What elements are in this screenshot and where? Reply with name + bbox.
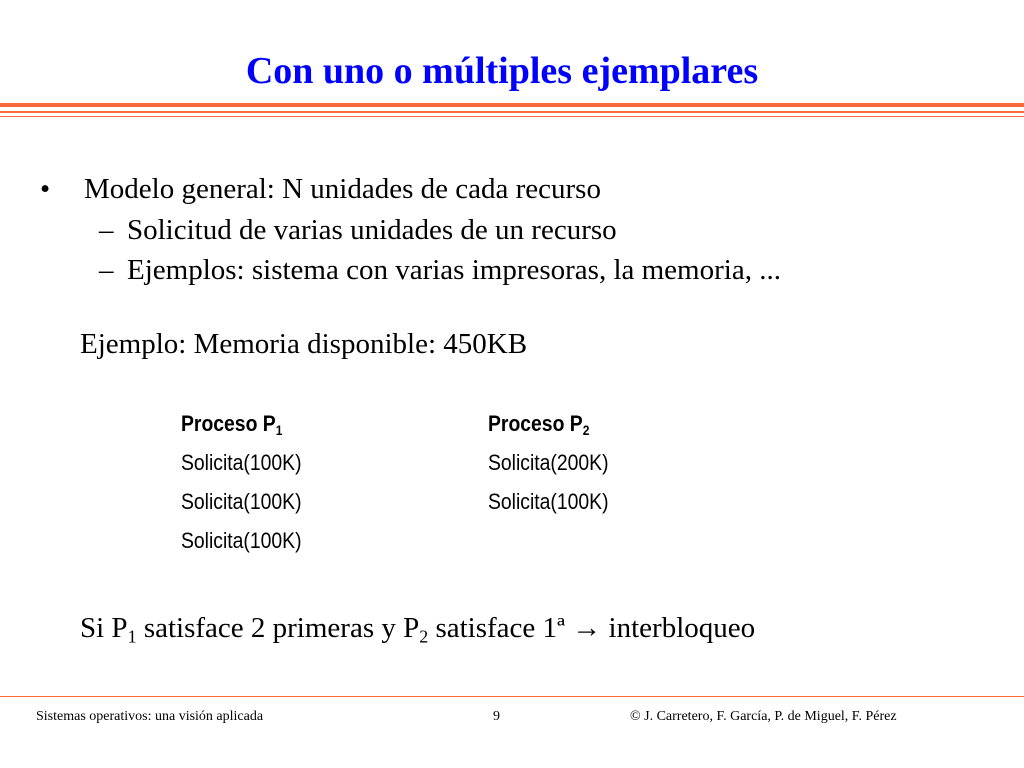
bullet-sub-2: [99, 253, 781, 287]
process-1-request: Solicita(100K): [181, 528, 302, 553]
bullet-sub-2-text: Ejemplos: sistema con varias impresoras, la memoria, ...: [127, 254, 781, 286]
process-1-request: Solicita(100K): [181, 489, 302, 514]
title-divider-hairline: [0, 116, 1024, 117]
bullet-sub-1: [99, 213, 617, 247]
title-divider-thick: [0, 103, 1024, 107]
bullet-main: [40, 172, 601, 206]
bullet-sub-1-text: Solicitud de varias unidades de un recurso: [127, 214, 617, 246]
slide-title: Con uno o múltiples ejemplares: [245, 50, 759, 92]
dash-icon: –: [99, 254, 114, 286]
example-text: Ejemplo: Memoria disponible: 450KB: [80, 328, 528, 360]
process-1-request: Solicita(100K): [181, 450, 302, 475]
process-2-request: Solicita(200K): [488, 450, 609, 475]
footer-course-title: Sistemas operativos: una visión aplicada: [36, 709, 264, 724]
process-2-request: Solicita(100K): [488, 489, 609, 514]
process-2-header: Proceso $P_2$: [488, 411, 590, 439]
process-1-column: [181, 410, 302, 566]
title-divider-thin: [0, 111, 1024, 113]
bullet-dot-icon: •: [40, 173, 51, 205]
dash-icon: –: [99, 214, 114, 246]
process-1-header: Proceso $P_1$: [181, 411, 283, 439]
process-2-column: [488, 410, 609, 527]
conclusion-text: Si $P_1$ satisface 2 primeras y $P_2$ satisface 1ª → interbloqueo: [80, 612, 756, 647]
footer-page-number: 9: [493, 709, 500, 724]
footer-divider: [0, 696, 1024, 697]
footer-copyright: © J. Carretero, F. García, P. de Miguel, F. Pérez: [630, 709, 897, 724]
bullet-main-text: Modelo general: N unidades de cada recurso: [84, 173, 601, 205]
